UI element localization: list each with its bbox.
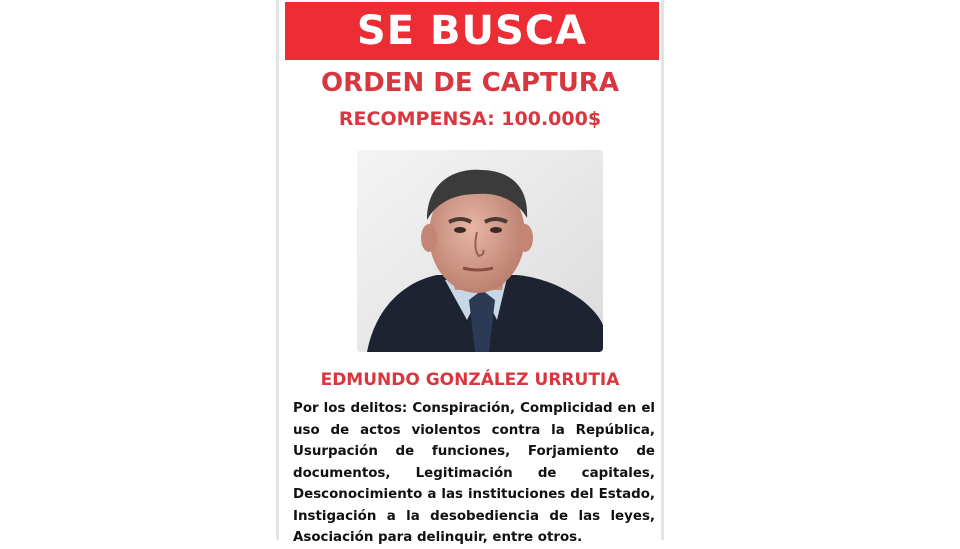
reward-text: RECOMPENSA: 100.000$ — [338, 108, 602, 130]
wanted-banner — [285, 2, 659, 60]
portrait-illustration — [357, 150, 603, 352]
crimes-paragraph: Por los delitos: Conspiración, Complicidad en el uso de actos violentos contra la República, Usurpación de funciones, Forjamiento de documentos, Legitimación de capitales, Desconocimiento a las instituciones del Estado, Instigación a la desobediencia de las leyes, Asociación para delinquir, entre otros. — [293, 401, 655, 545]
wanted-poster — [276, 0, 664, 545]
order-title: ORDEN DE CAPTURA — [321, 68, 619, 98]
banner-title: SE BUSCA — [356, 8, 588, 54]
portrait-photo — [357, 150, 603, 352]
person-name: EDMUNDO GONZÁLEZ URRUTIA — [320, 370, 620, 390]
